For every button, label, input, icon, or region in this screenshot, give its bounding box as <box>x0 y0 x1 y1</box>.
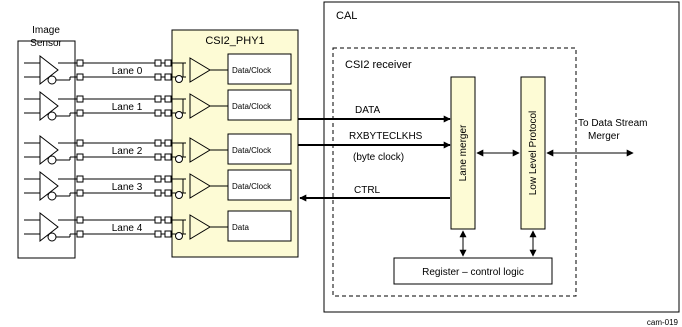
connector-pad <box>165 140 171 146</box>
lane-label: Lane 1 <box>111 102 143 113</box>
connector-pad <box>155 190 161 196</box>
lane-data-block-label: Data/Clock <box>232 182 272 191</box>
connector-pad <box>77 154 83 160</box>
connector-pad <box>155 176 161 182</box>
connector-pad <box>165 217 171 223</box>
connector-pad <box>155 217 161 223</box>
lane-label: Lane 2 <box>111 146 143 157</box>
inversion-bubble-icon <box>48 76 56 84</box>
lane-data-block-label: Data/Clock <box>232 146 272 155</box>
connector-pad <box>165 176 171 182</box>
output-label-line1: To Data Stream <box>578 118 648 129</box>
lane-label: Lane 3 <box>111 182 143 193</box>
lane-data-block-label: Data <box>232 223 249 232</box>
connector-pad <box>165 96 171 102</box>
connector-pad <box>155 110 161 116</box>
phy-bubble-icon <box>176 192 183 199</box>
phy-bubble-icon <box>176 233 183 240</box>
connector-pad <box>165 231 171 237</box>
connector-pad <box>155 140 161 146</box>
lane-label: Lane 4 <box>111 223 143 234</box>
figure-id: cam-019 <box>646 318 678 327</box>
connector-pad <box>77 60 83 66</box>
image-sensor-label-line1: Image <box>32 25 60 36</box>
inversion-bubble-icon <box>48 192 56 200</box>
data-signal-label: DATA <box>355 105 381 116</box>
connector-pad <box>77 231 83 237</box>
connector-pad <box>165 190 171 196</box>
connector-pad <box>77 110 83 116</box>
cal-title: CAL <box>336 10 358 22</box>
connector-pad <box>155 154 161 160</box>
image-sensor-label-line2: Sensor <box>30 38 62 49</box>
connector-pad <box>165 110 171 116</box>
csi2-phy-title: CSI2_PHY1 <box>205 35 265 47</box>
lane-label: Lane 0 <box>111 66 143 77</box>
connector-pad <box>155 96 161 102</box>
lane-merger-label: Lane merger <box>458 124 469 182</box>
lane-data-block-label: Data/Clock <box>232 66 272 75</box>
connector-pad <box>77 190 83 196</box>
connector-pad <box>155 60 161 66</box>
connector-pad <box>165 154 171 160</box>
output-label-line2: Merger <box>588 131 620 142</box>
connector-pad <box>77 96 83 102</box>
connector-pad <box>77 140 83 146</box>
connector-pad <box>77 176 83 182</box>
connector-pad <box>77 74 83 80</box>
phy-bubble-icon <box>176 76 183 83</box>
phy-bubble-icon <box>176 112 183 119</box>
lane-data-block-label: Data/Clock <box>232 102 272 111</box>
image-sensor-box <box>18 41 75 258</box>
low-level-protocol-label: Low Level Protocol <box>528 110 539 196</box>
csi2-receiver-title: CSI2 receiver <box>345 59 412 71</box>
connector-pad <box>165 74 171 80</box>
rxbyteclk-signal-label: RXBYTECLKHS <box>349 131 423 142</box>
inversion-bubble-icon <box>48 112 56 120</box>
connector-pad <box>155 74 161 80</box>
inversion-bubble-icon <box>48 233 56 241</box>
register-label: Register – control logic <box>422 267 524 278</box>
ctrl-signal-label: CTRL <box>354 185 381 196</box>
phy-bubble-icon <box>176 156 183 163</box>
byte-clock-label: (byte clock) <box>353 152 405 163</box>
connector-pad <box>77 217 83 223</box>
connector-pad <box>165 60 171 66</box>
inversion-bubble-icon <box>48 156 56 164</box>
connector-pad <box>155 231 161 237</box>
